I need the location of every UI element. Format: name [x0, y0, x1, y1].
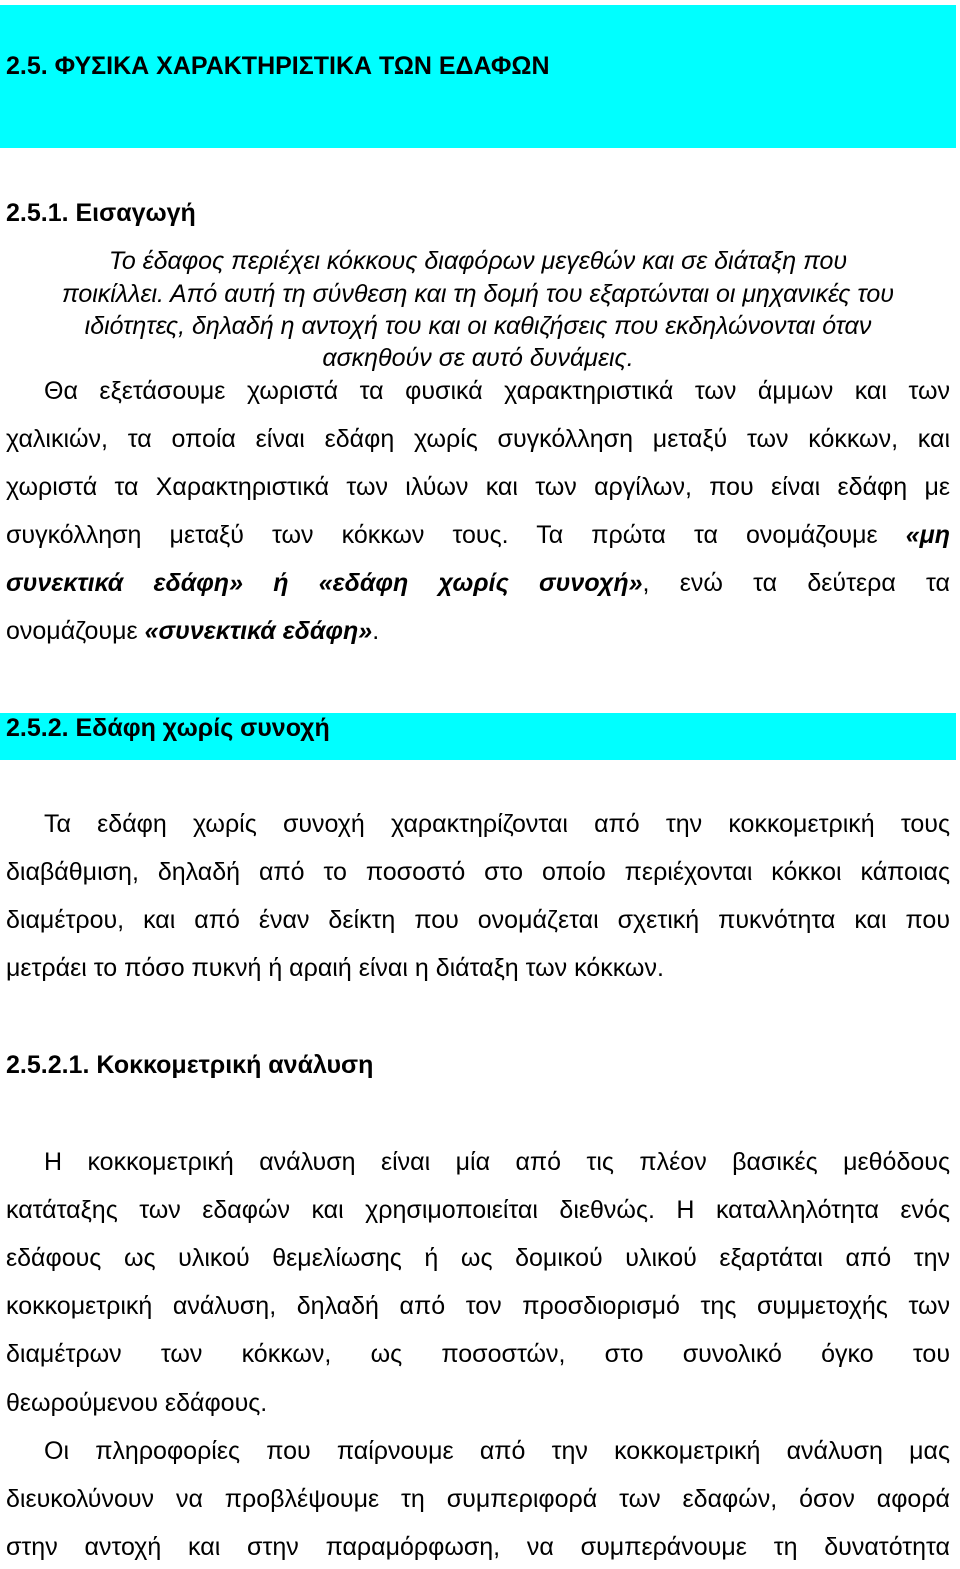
- cohesionless-line-1: Τα εδάφη χωρίς συνοχή χαρακτηρίζονται από την κοκκομετρική τους: [44, 810, 950, 838]
- intro-para-line-1: Θα εξετάσουμε χωριστά τα φυσικά χαρακτηριστικά των άμμων και των: [44, 377, 950, 405]
- term-cohesive-soils: «συνεκτικά εδάφη»: [144, 617, 373, 645]
- cohesionless-line-4: μετράει το πόσο πυκνή ή αραιή είναι η διάταξη των κόκκων.: [6, 954, 664, 982]
- intro-heading: 2.5.1. Εισαγωγή: [6, 199, 196, 227]
- grain-para2-line-1: Οι πληροφορίες που παίρνουμε από την κοκκομετρική ανάλυση μας: [44, 1437, 950, 1465]
- intro-para-line-6: [6, 617, 950, 646]
- intro-para-line-5-text: , ενώ τα δεύτερα τα: [642, 569, 950, 597]
- intro-italic-line-2: ποικίλλει. Από αυτή τη σύνθεση και τη δομή του εξαρτώνται οι μηχανικές του: [61, 280, 895, 308]
- grain-para1-line-4: κοκκομετρική ανάλυση, δηλαδή από τον προσδιορισμό της συμμετοχής των: [6, 1292, 950, 1320]
- cohesionless-heading: 2.5.2. Εδάφη χωρίς συνοχή: [6, 714, 330, 742]
- intro-italic-line-3: ιδιότητες, δηλαδή η αντοχή του και οι καθιζήσεις που εκδηλώνονται όταν: [84, 312, 872, 340]
- grain-para1-line-3: εδάφους ως υλικού θεμελίωσης ή ως δομικού υλικού εξαρτάται από την: [6, 1244, 950, 1272]
- cohesionless-line-2: διαβάθμιση, δηλαδή από το ποσοστό στο οποίο περιέχονται κόκκοι κάποιας: [6, 858, 950, 886]
- section-title: 2.5. ΦΥΣΙΚΑ ΧΑΡΑΚΤΗΡΙΣΤΙΚΑ ΤΩΝ ΕΔΑΦΩΝ: [6, 52, 550, 80]
- grain-para2-line-3: στην αντοχή και στην παραμόρφωση, να συμπεράνουμε τη δυνατότητα: [6, 1533, 950, 1561]
- term-non-cohesive-start: «μη: [905, 521, 950, 549]
- grain-para1-line-1: Η κοκκομετρική ανάλυση είναι μία από τις πλέον βασικές μεθόδους: [44, 1148, 950, 1176]
- intro-para-line-6-text: ονομάζουμε: [6, 617, 145, 645]
- grain-para1-line-6: θεωρούμενου εδάφους.: [6, 1389, 268, 1417]
- intro-para-line-4: [6, 521, 950, 550]
- grain-para1-line-5: διαμέτρων των κόκκων, ως ποσοστών, στο συνολικό όγκο του: [6, 1340, 950, 1368]
- grain-para2-line-2: διευκολύνουν να προβλέψουμε τη συμπεριφορά των εδαφών, όσον αφορά: [6, 1485, 950, 1513]
- intro-para-line-6-end: .: [372, 617, 380, 645]
- intro-para-line-4-text: συγκόλληση μεταξύ των κόκκων τους. Τα πρώτα τα ονομάζουμε: [6, 521, 906, 549]
- intro-para-line-2: χαλικιών, τα οποία είναι εδάφη χωρίς συγκόλληση μεταξύ των κόκκων, και: [6, 425, 950, 453]
- cohesionless-line-3: διαμέτρου, και από έναν δείκτη που ονομάζεται σχετική πυκνότητα και που: [6, 906, 950, 934]
- grain-para1-line-2: κατάταξης των εδαφών και χρησιμοποιείται διεθνώς. Η καταλληλότητα ενός: [6, 1196, 950, 1224]
- intro-italic-line-1: Το έδαφος περιέχει κόκκους διαφόρων μεγεθών και σε διάταξη που: [108, 247, 848, 275]
- term-non-cohesive-soils: συνεκτικά εδάφη» ή «εδάφη χωρίς συνοχή»: [6, 569, 643, 597]
- grain-analysis-heading: 2.5.2.1. Κοκκομετρική ανάλυση: [6, 1051, 374, 1079]
- intro-para-line-3: χωριστά τα Χαρακτηριστικά των ιλύων και των αργίλων, που είναι εδάφη με: [6, 473, 950, 501]
- intro-para-line-5: [6, 569, 950, 598]
- intro-italic-line-4: ασκηθούν σε αυτό δυνάμεις.: [322, 344, 634, 372]
